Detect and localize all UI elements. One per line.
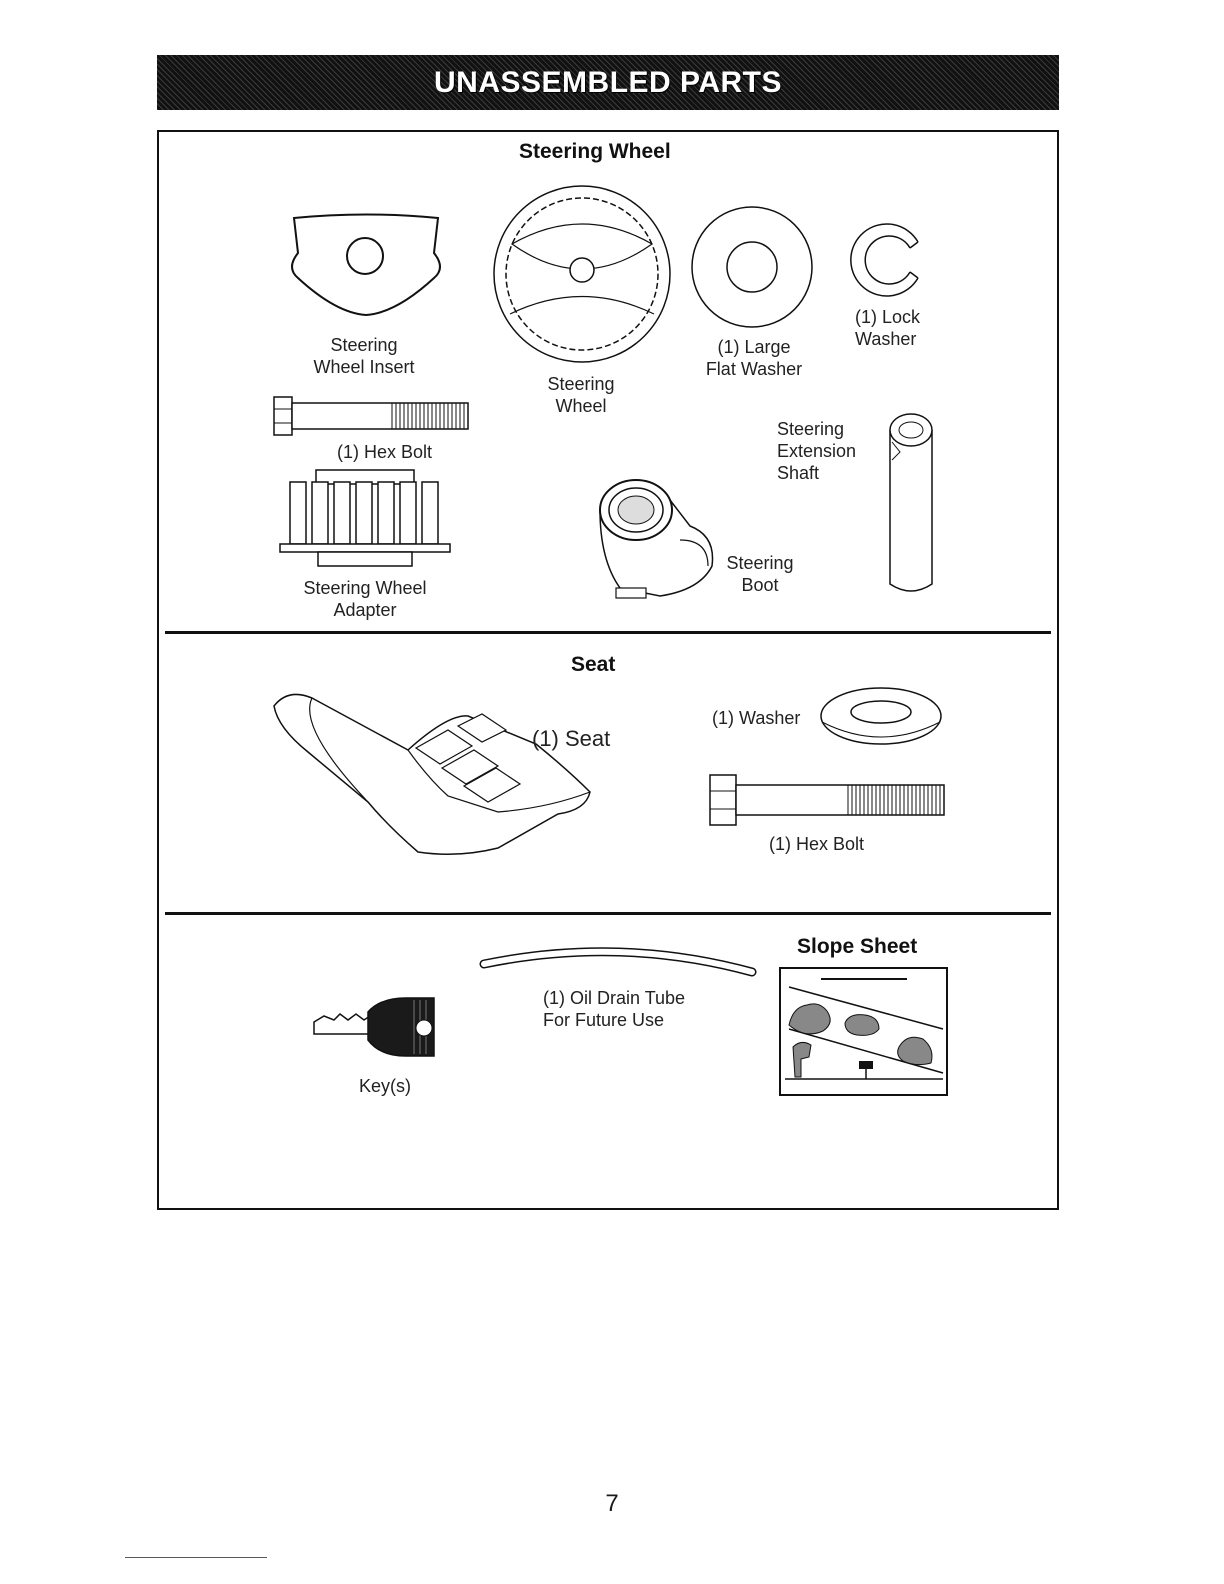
seat-hex-bolt-illustration (708, 771, 948, 829)
oil-drain-tube-illustration (480, 942, 756, 982)
label-lock-washer: (1) Lock Washer (855, 307, 921, 349)
key-illustration (310, 994, 442, 1060)
steering-wheel-illustration (492, 184, 672, 364)
seat-illustration (268, 688, 596, 858)
label-steering-boot: Steering Boot (726, 553, 794, 595)
lock-washer-illustration (850, 220, 930, 300)
label-seat: (1) Seat (532, 726, 611, 751)
section-title-seat: Seat (571, 653, 616, 676)
page-title: UNASSEMBLED PARTS (434, 65, 782, 99)
steering-wheel-insert-illustration (286, 213, 446, 318)
label-steering-wheel: Steering Wheel (547, 374, 615, 416)
label-large-flat-washer: (1) Large Flat Washer (705, 337, 803, 379)
steering-extension-shaft-illustration (886, 408, 936, 598)
steering-boot-illustration (590, 470, 720, 610)
slope-sheet-illustration (779, 967, 949, 1097)
label-seat-hex-bolt: (1) Hex Bolt (769, 834, 865, 854)
label-oil-drain-tube: (1) Oil Drain Tube For Future Use (543, 988, 686, 1030)
header-bar (157, 55, 1059, 110)
label-seat-washer: (1) Washer (712, 708, 801, 728)
seat-washer-illustration (818, 682, 944, 748)
section-title-slope-sheet: Slope Sheet (797, 935, 918, 958)
label-keys: Key(s) (359, 1076, 412, 1096)
label-steering-hex-bolt: (1) Hex Bolt (337, 442, 433, 462)
label-steering-wheel-insert: Steering Wheel Insert (313, 335, 415, 377)
steering-hex-bolt-illustration (272, 393, 472, 439)
label-steering-extension-shaft: Steering Extension Shaft (777, 419, 857, 483)
label-steering-wheel-adapter: Steering Wheel Adapter (303, 578, 427, 620)
footer-rule (125, 1557, 267, 1558)
section-title-steering-wheel: Steering Wheel (519, 140, 671, 163)
page-number: 7 (605, 1490, 619, 1517)
section-divider-2 (165, 912, 1051, 915)
steering-wheel-adapter-illustration (278, 468, 452, 568)
large-flat-washer-illustration (690, 205, 814, 329)
section-divider-1 (165, 631, 1051, 634)
